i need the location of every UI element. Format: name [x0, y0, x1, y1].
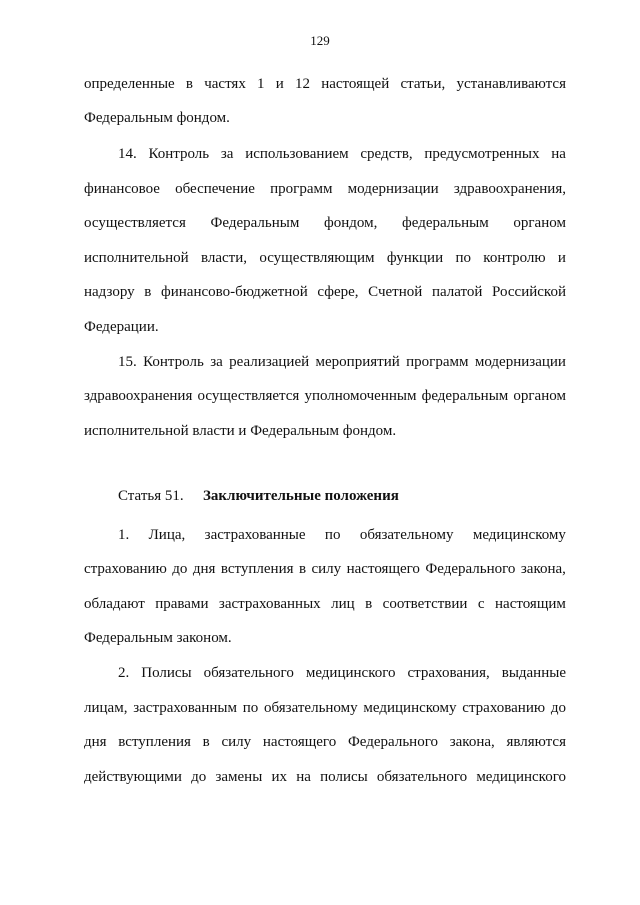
word: и	[557, 250, 566, 266]
word: дня	[84, 734, 107, 750]
word: соответствии	[382, 596, 468, 612]
word: до	[550, 700, 566, 716]
article-heading	[118, 489, 399, 504]
word: страхования,	[407, 665, 490, 681]
word: в	[365, 596, 373, 612]
word: реализацией	[229, 354, 310, 370]
word: 1.	[118, 527, 130, 543]
word: статьи,	[400, 76, 446, 92]
word: сфере,	[317, 284, 359, 300]
text-line	[84, 770, 566, 785]
word: полисы	[320, 769, 368, 785]
word: силу	[311, 561, 342, 577]
word: Полисы	[141, 665, 192, 681]
word: до	[191, 769, 207, 785]
word: 12	[294, 76, 310, 92]
word: функции	[386, 250, 444, 266]
word: застрахованных	[218, 596, 321, 612]
word: в	[202, 734, 210, 750]
word: Федерального	[347, 734, 438, 750]
text-line	[84, 182, 566, 197]
word: действующими	[84, 769, 182, 785]
word: с	[477, 596, 485, 612]
word: модернизации	[474, 354, 566, 370]
word: дня	[192, 561, 216, 577]
text-line	[84, 562, 566, 577]
text-line	[84, 735, 566, 750]
word: федеральным	[402, 215, 489, 231]
word: настоящей	[321, 76, 390, 92]
word: палатой	[431, 284, 483, 300]
word: закона,	[520, 561, 566, 577]
word: осуществляется	[197, 388, 300, 404]
word: в	[144, 284, 152, 300]
word: лицам,	[84, 700, 128, 716]
word: на	[551, 146, 566, 162]
word: Федерального	[425, 561, 516, 577]
word: их	[271, 769, 288, 785]
word: по	[455, 250, 471, 266]
word: до	[172, 561, 188, 577]
word: программ	[406, 354, 469, 370]
word: частях	[204, 76, 246, 92]
word: обязательного	[203, 665, 294, 681]
word: обязательного	[376, 769, 468, 785]
page-number: 129	[310, 33, 330, 48]
word: определенные	[84, 76, 175, 92]
word: осуществляющим	[259, 250, 375, 266]
word: настоящего	[262, 734, 337, 750]
word: использованием	[245, 146, 349, 162]
word: контролю	[483, 250, 546, 266]
word: медицинскому	[472, 527, 566, 543]
word: выданные	[501, 665, 566, 681]
word: 2.	[118, 665, 130, 681]
word: силу	[221, 734, 252, 750]
word: страхованию	[462, 700, 546, 716]
word: застрахованным	[133, 700, 237, 716]
word: медицинского	[305, 665, 396, 681]
word: являются	[506, 734, 566, 750]
word: финансово-бюджетной	[161, 284, 308, 300]
word: Федеральным	[210, 215, 300, 231]
word: за	[220, 146, 234, 162]
word: органом	[513, 215, 566, 231]
text-line	[84, 216, 566, 231]
word: настоящим	[495, 596, 566, 612]
text-line	[118, 355, 566, 370]
word: предусмотренных	[424, 146, 540, 162]
text-line	[84, 597, 566, 612]
word: обязательному	[359, 527, 454, 543]
word: мероприятий	[315, 354, 400, 370]
word: обеспечение	[175, 181, 255, 197]
text-line	[84, 77, 566, 92]
word: исполнительной	[84, 250, 189, 266]
word: 15.	[118, 354, 137, 370]
text-line	[84, 389, 566, 404]
word: здравоохранения	[84, 388, 193, 404]
text-line	[84, 285, 566, 300]
word: осуществляется	[84, 215, 186, 231]
word: устанавливаются	[456, 76, 566, 92]
text-line	[118, 147, 566, 162]
word: настоящего	[346, 561, 420, 577]
word: за	[210, 354, 223, 370]
text-line: Федеральным фондом.	[84, 110, 230, 126]
word: Лица,	[148, 527, 186, 543]
word: по	[324, 527, 341, 543]
text-line	[84, 251, 566, 266]
word: страхованию	[84, 561, 167, 577]
word: медицинского	[476, 769, 566, 785]
word: в	[185, 76, 194, 92]
word: обязательному	[264, 700, 358, 716]
text-line	[84, 701, 566, 716]
text-line	[118, 666, 566, 681]
word: обладают	[84, 596, 145, 612]
word: средств,	[360, 146, 413, 162]
word: органом	[513, 388, 566, 404]
article-title: Заключительные положения	[203, 488, 399, 504]
word: 14.	[118, 146, 137, 162]
word: по	[242, 700, 259, 716]
word: фондом,	[324, 215, 378, 231]
word: вступления	[220, 561, 294, 577]
word: Счетной	[368, 284, 423, 300]
word: власти,	[200, 250, 248, 266]
word: уполномоченным	[304, 388, 417, 404]
word: финансовое	[84, 181, 160, 197]
word: надзору	[84, 284, 135, 300]
word: лиц	[331, 596, 355, 612]
word: 1	[257, 76, 265, 92]
text-line: исполнительной власти и Федеральным фондом.	[84, 423, 397, 439]
text-line: Федеральным законом.	[84, 630, 232, 646]
word: Контроль	[143, 354, 204, 370]
word: правами	[155, 596, 209, 612]
word: застрахованные	[204, 527, 306, 543]
word: и	[275, 76, 284, 92]
word: медицинскому	[363, 700, 457, 716]
word: Контроль	[148, 146, 210, 162]
word: закона,	[449, 734, 495, 750]
word: здравоохранения,	[453, 181, 566, 197]
text-line	[118, 528, 566, 543]
word: в	[298, 561, 307, 577]
word: Российской	[492, 284, 566, 300]
word: модернизации	[347, 181, 439, 197]
word: вступления	[118, 734, 191, 750]
word: на	[296, 769, 311, 785]
word: замены	[215, 769, 263, 785]
text-line: Федерации.	[84, 319, 159, 335]
article-number: Статья 51.	[118, 488, 184, 504]
word: федеральным	[421, 388, 509, 404]
word: программ	[270, 181, 333, 197]
